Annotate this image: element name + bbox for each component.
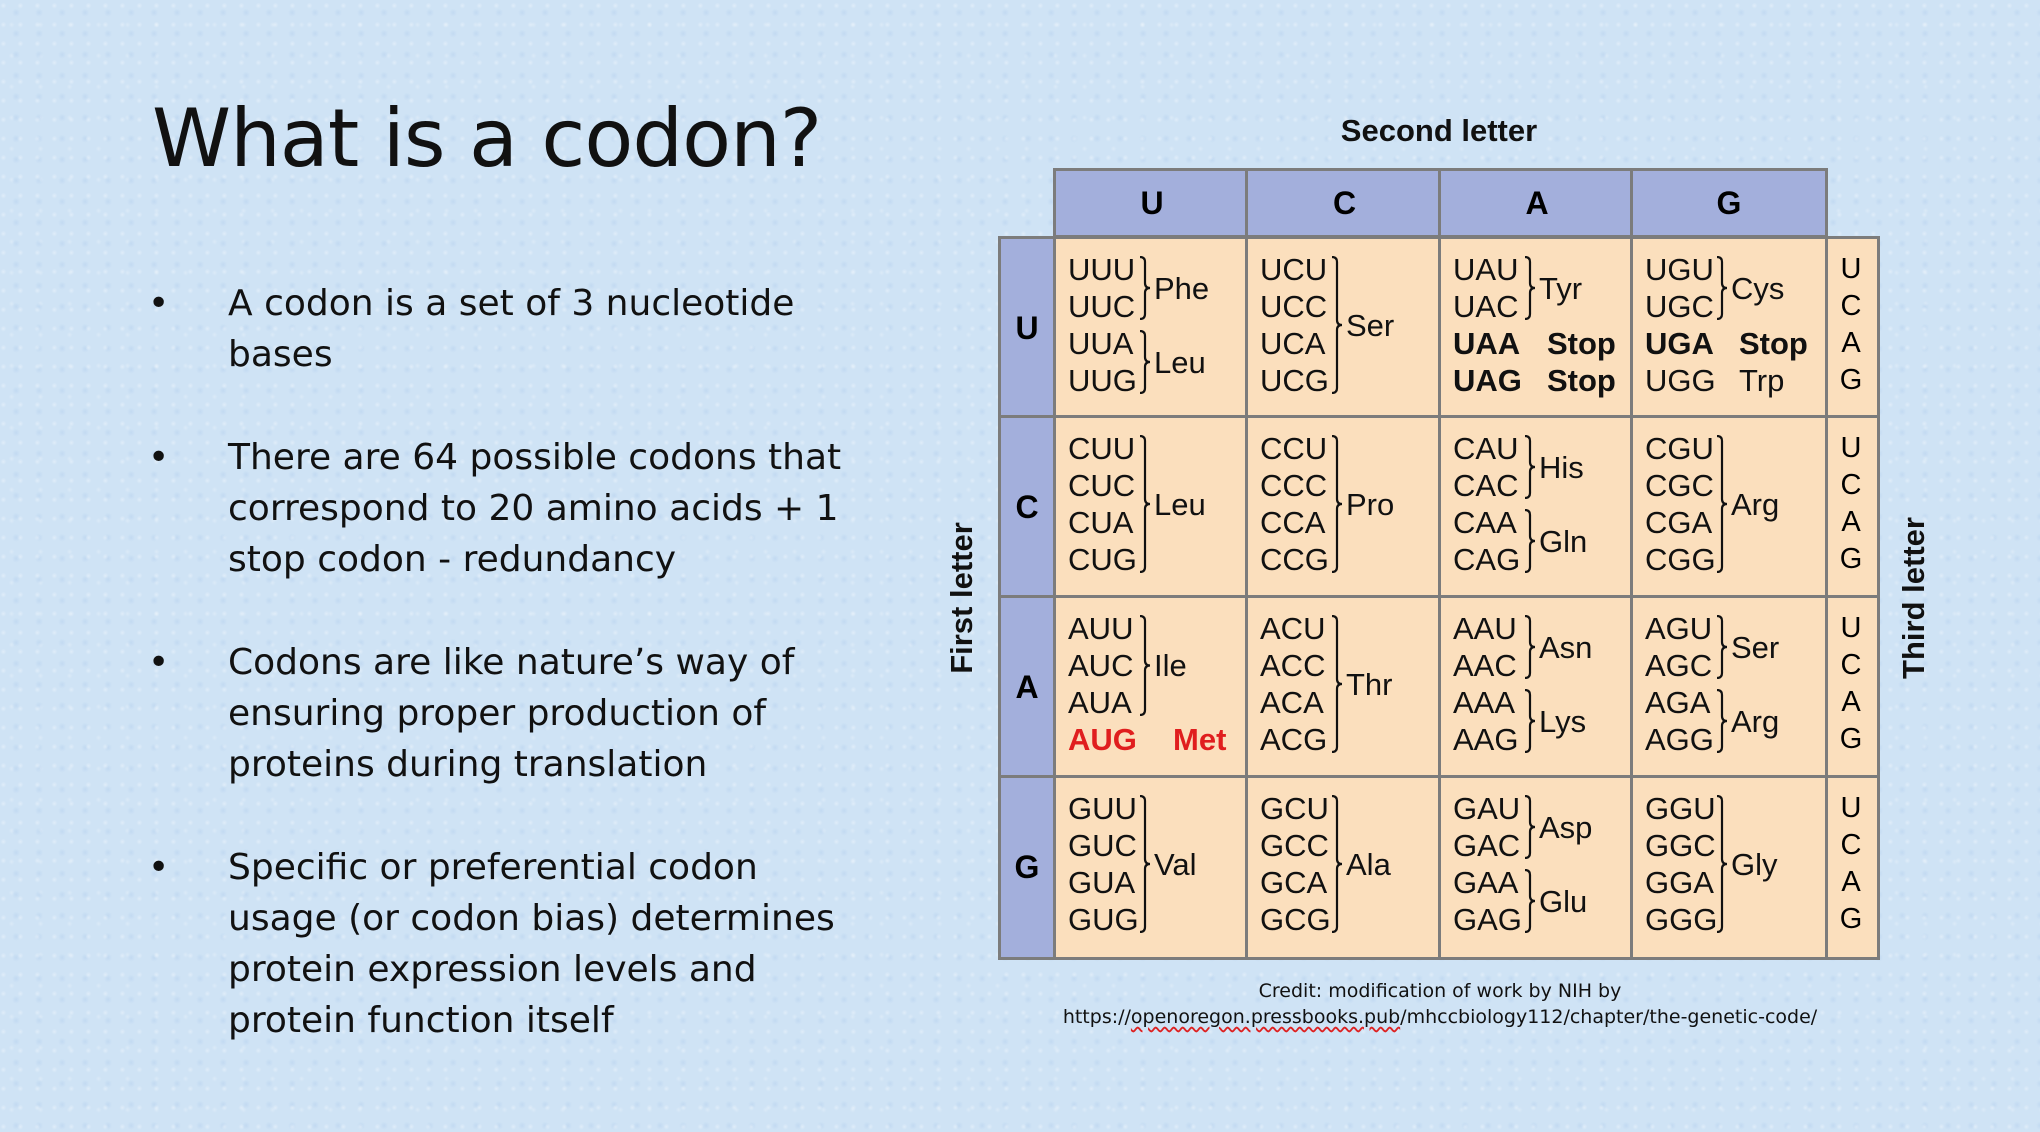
codon-cell [1630, 236, 1828, 421]
codon-acg: ACG [1260, 722, 1328, 757]
codon-guc: GUC [1068, 828, 1137, 863]
codon-cell [1438, 595, 1636, 780]
codon-cell [1245, 775, 1444, 960]
grouping-brace [1523, 795, 1537, 859]
codon-cell [1245, 595, 1444, 780]
third-letter-u: U [1840, 253, 1862, 285]
codon-acc: ACC [1260, 648, 1326, 683]
bullet-item [148, 432, 848, 585]
codon-acu: ACU [1260, 611, 1326, 646]
codon-uca: UCA [1260, 326, 1326, 361]
grouping-brace [1523, 509, 1537, 573]
grouping-brace [1138, 256, 1152, 320]
third-letter-label: Third letter [1896, 517, 1931, 679]
amino-acid-thr: Thr [1346, 666, 1393, 702]
codon-cac: CAC [1453, 468, 1519, 503]
third-letter-u: U [1840, 432, 1862, 464]
row-header-g: G [998, 775, 1056, 960]
codon-uua: UUA [1068, 326, 1134, 361]
codon-ugg: UGG [1645, 363, 1716, 398]
codon-uug: UUG [1068, 363, 1137, 398]
amino-acid-phe: Phe [1154, 270, 1210, 306]
bullet-text: Specific or preferential codon usage (or codon bias) determines protein expression levels and protein function itself [228, 847, 835, 1041]
grouping-brace [1138, 615, 1152, 716]
amino-acid-leu: Leu [1154, 486, 1206, 522]
row-header-u: U [998, 236, 1056, 421]
grouping-brace [1715, 689, 1729, 753]
third-letter-g: G [1839, 723, 1863, 755]
amino-acid-gly: Gly [1731, 846, 1778, 882]
codon-ugc: UGC [1645, 289, 1714, 324]
amino-acid-gln: Gln [1539, 523, 1588, 559]
codon-cell [1053, 236, 1251, 421]
column-header-u: U [1053, 168, 1251, 238]
codon-ccc: CCC [1260, 468, 1328, 503]
amino-acid-leu: Leu [1154, 344, 1206, 380]
codon-ugu: UGU [1645, 252, 1714, 287]
codon-uga: UGA [1645, 326, 1714, 361]
codon-cell [1053, 775, 1251, 960]
codon-cuu: CUU [1068, 431, 1136, 466]
bullet-text: There are 64 possible codons that correspond to 20 amino acids + 1 stop codon - redundancy [228, 437, 842, 580]
amino-acid-stop: Stop [1547, 326, 1616, 361]
amino-acid-val: Val [1154, 846, 1197, 882]
third-letter-a: A [1841, 866, 1861, 898]
grouping-brace [1330, 615, 1344, 753]
codon-uuc: UUC [1068, 289, 1136, 324]
credit-url-path: /mhccbiology112/chapter/the-genetic-code/ [1400, 1006, 1818, 1028]
codon-cca: CCA [1260, 505, 1326, 540]
amino-acid-tyr: Tyr [1539, 270, 1583, 306]
third-letter-c: C [1840, 290, 1862, 322]
codon-ccg: CCG [1260, 542, 1329, 577]
amino-acid-ser: Ser [1346, 307, 1395, 343]
codon-cell [1053, 415, 1251, 600]
codon-aug: AUG [1068, 722, 1137, 757]
amino-acid-stop: Stop [1739, 326, 1808, 361]
codon-uag: UAG [1453, 363, 1522, 398]
codon-ggg: GGG [1645, 902, 1718, 937]
bullet-marker: • [148, 847, 170, 888]
codon-gug: GUG [1068, 902, 1139, 937]
amino-acid-arg: Arg [1731, 703, 1780, 739]
amino-acid-cys: Cys [1731, 270, 1785, 306]
first-letter-label: First letter [944, 522, 979, 674]
bullet-item [148, 278, 848, 380]
codon-aac: AAC [1453, 648, 1517, 683]
codon-aag: AAG [1453, 722, 1519, 757]
grouping-brace [1715, 615, 1729, 679]
third-letter-cell [1822, 595, 1880, 780]
amino-acid-glu: Glu [1539, 883, 1588, 919]
third-letter-cell [1822, 415, 1880, 600]
codon-gca: GCA [1260, 865, 1328, 900]
codon-caa: CAA [1453, 505, 1517, 540]
codon-cell [1245, 415, 1444, 600]
amino-acid-asp: Asp [1539, 809, 1593, 845]
codon-cell [1630, 415, 1828, 600]
codon-cug: CUG [1068, 542, 1137, 577]
codon-ucu: UCU [1260, 252, 1328, 287]
credit-url-prefix: https:// [1062, 1006, 1131, 1028]
row-header-a: A [998, 595, 1056, 780]
bullet-list [148, 278, 848, 1098]
codon-agc: AGC [1645, 648, 1713, 683]
codon-ucc: UCC [1260, 289, 1328, 324]
codon-uac: UAC [1453, 289, 1519, 324]
codon-uuu: UUU [1068, 252, 1136, 287]
amino-acid-his: His [1539, 449, 1584, 485]
grouping-brace [1138, 330, 1152, 394]
column-header-c: C [1245, 168, 1444, 238]
third-letter-u: U [1840, 792, 1862, 824]
codon-aau: AAU [1453, 611, 1517, 646]
codon-cua: CUA [1068, 505, 1134, 540]
codon-aaa: AAA [1453, 685, 1516, 720]
third-letter-c: C [1840, 829, 1862, 861]
codon-gaa: GAA [1453, 865, 1519, 900]
third-letter-g: G [1839, 364, 1863, 396]
codon-gga: GGA [1645, 865, 1714, 900]
amino-acid-lys: Lys [1539, 703, 1587, 739]
amino-acid-met: Met [1173, 722, 1227, 757]
credit-url-domain: openoregon.pressbooks.pub [1130, 1006, 1401, 1028]
amino-acid-ile: Ile [1154, 648, 1187, 683]
amino-acid-pro: Pro [1346, 486, 1395, 522]
amino-acid-ala: Ala [1346, 846, 1391, 882]
codon-ggc: GGC [1645, 828, 1716, 863]
third-letter-g: G [1839, 903, 1863, 935]
codon-gac: GAC [1453, 828, 1521, 863]
grouping-brace [1715, 795, 1729, 933]
codon-cau: CAU [1453, 431, 1519, 466]
codon-auu: AUU [1068, 611, 1134, 646]
grouping-brace [1138, 795, 1152, 933]
codon-gcg: GCG [1260, 902, 1331, 937]
bullet-item [148, 637, 848, 790]
codon-guu: GUU [1068, 791, 1137, 826]
codon-aca: ACA [1260, 685, 1324, 720]
codon-cgg: CGG [1645, 542, 1716, 577]
bullet-marker: • [148, 437, 170, 478]
second-letter-label: Second letter [1340, 113, 1538, 148]
codon-cell [1053, 595, 1251, 780]
third-letter-c: C [1840, 649, 1862, 681]
codon-cell [1438, 415, 1636, 600]
codon-uaa: UAA [1453, 326, 1521, 361]
credit-line-2 [1040, 1004, 1840, 1030]
codon-cag: CAG [1453, 542, 1521, 577]
amino-acid-ser: Ser [1731, 629, 1780, 665]
credit-line-1: Credit: modification of work by NIH by [1258, 980, 1622, 1002]
codon-uau: UAU [1453, 252, 1519, 287]
slide-title: What is a codon? [152, 92, 822, 185]
grouping-brace [1330, 795, 1344, 933]
codon-ggu: GGU [1645, 791, 1716, 826]
column-header-g: G [1630, 168, 1828, 238]
third-letter-a: A [1841, 327, 1861, 359]
codon-auc: AUC [1068, 648, 1134, 683]
codon-gcu: GCU [1260, 791, 1329, 826]
codon-cuc: CUC [1068, 468, 1136, 503]
codon-ucg: UCG [1260, 363, 1329, 398]
codon-cell [1245, 236, 1444, 421]
grouping-brace [1715, 435, 1729, 573]
image-credit [1040, 978, 1840, 1030]
grouping-brace [1330, 435, 1344, 573]
grouping-brace [1330, 256, 1344, 394]
third-letter-c: C [1840, 469, 1862, 501]
bullet-text: Codons are like nature’s way of ensuring proper production of proteins during translation [228, 642, 795, 785]
grouping-brace [1523, 615, 1537, 679]
third-letter-g: G [1839, 543, 1863, 575]
grouping-brace [1715, 256, 1729, 320]
bullet-item [148, 842, 848, 1046]
grouping-brace [1138, 435, 1152, 573]
codon-cell [1438, 236, 1636, 421]
third-letter-a: A [1841, 686, 1861, 718]
codon-cell [1630, 775, 1828, 960]
codon-gag: GAG [1453, 902, 1522, 937]
codon-gua: GUA [1068, 865, 1136, 900]
third-letter-cell [1822, 775, 1880, 960]
bullet-marker: • [148, 283, 170, 324]
third-letter-cell [1822, 236, 1880, 421]
column-header-a: A [1438, 168, 1636, 238]
codon-cell [1438, 775, 1636, 960]
grouping-brace [1523, 869, 1537, 933]
amino-acid-stop: Stop [1547, 363, 1616, 398]
codon-gau: GAU [1453, 791, 1521, 826]
grouping-brace [1523, 689, 1537, 753]
codon-cga: CGA [1645, 505, 1713, 540]
third-letter-a: A [1841, 506, 1861, 538]
codon-agg: AGG [1645, 722, 1714, 757]
codon-agu: AGU [1645, 611, 1713, 646]
codon-cgc: CGC [1645, 468, 1714, 503]
codon-cgu: CGU [1645, 431, 1714, 466]
grouping-brace [1523, 256, 1537, 320]
codon-gcc: GCC [1260, 828, 1329, 863]
amino-acid-trp: Trp [1739, 363, 1785, 398]
bullet-text: A codon is a set of 3 nucleotide bases [228, 283, 795, 375]
codon-aua: AUA [1068, 685, 1132, 720]
grouping-brace [1523, 435, 1537, 499]
amino-acid-asn: Asn [1539, 629, 1593, 665]
bullet-marker: • [148, 642, 170, 683]
row-header-c: C [998, 415, 1056, 600]
codon-cell [1630, 595, 1828, 780]
third-letter-u: U [1840, 612, 1862, 644]
codon-ccu: CCU [1260, 431, 1328, 466]
codon-aga: AGA [1645, 685, 1711, 720]
amino-acid-arg: Arg [1731, 486, 1780, 522]
